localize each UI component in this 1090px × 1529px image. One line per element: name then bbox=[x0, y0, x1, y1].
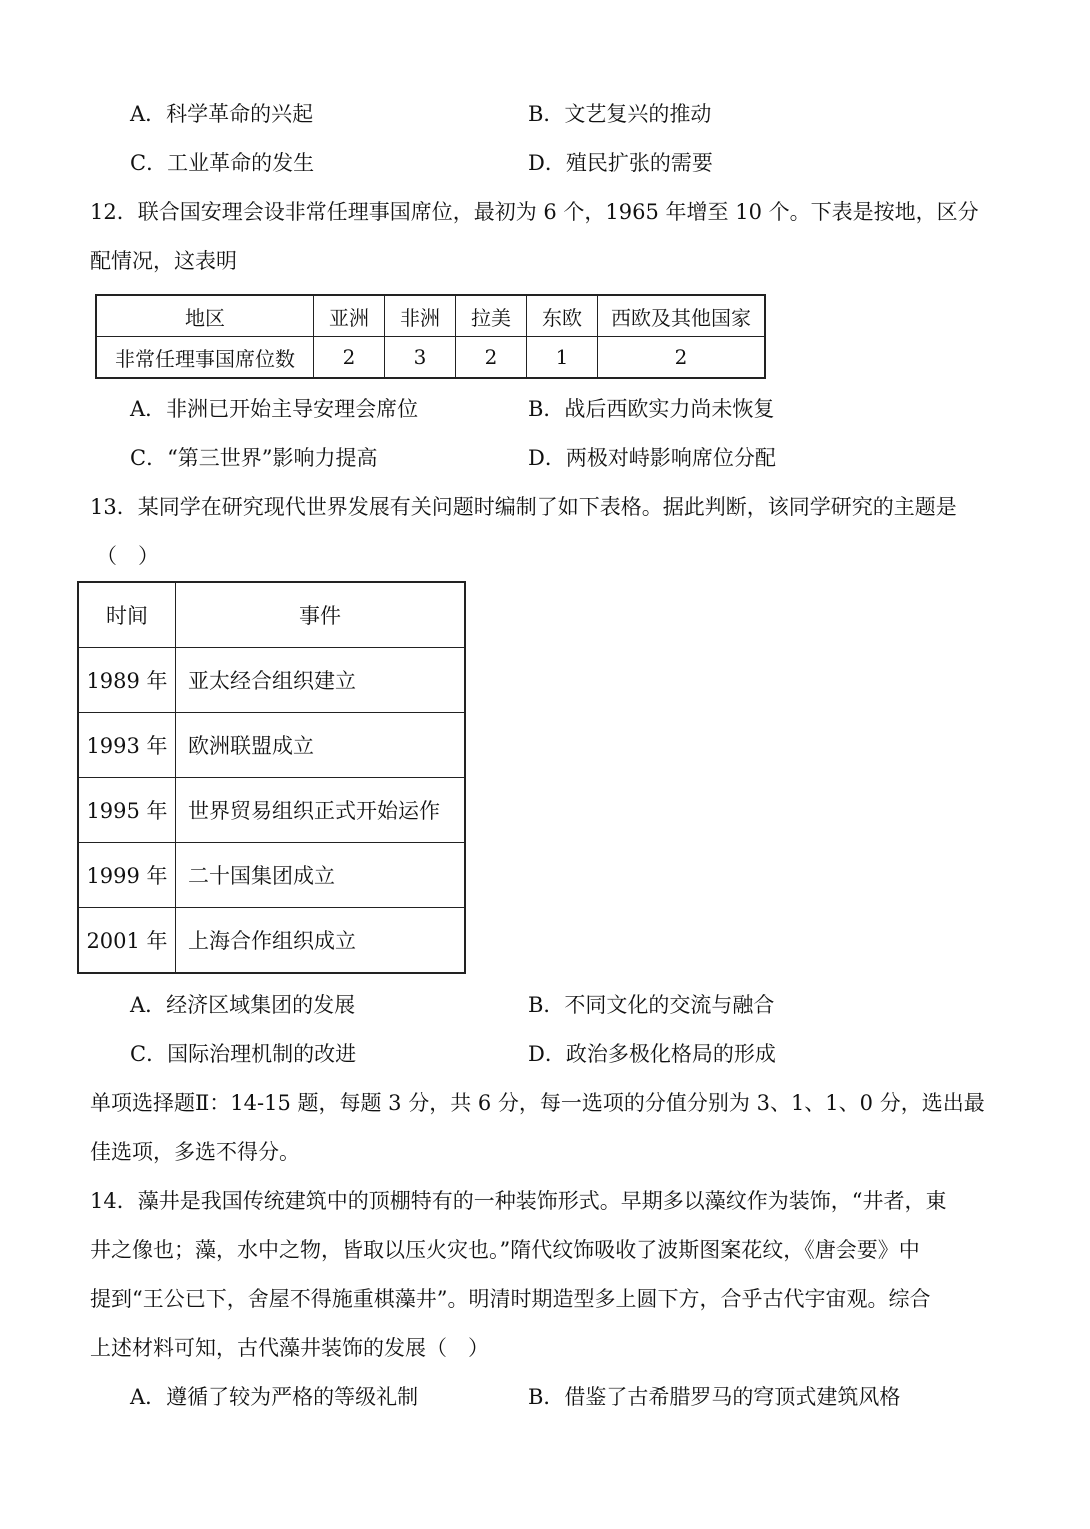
table-header-cell: 时间 bbox=[78, 582, 176, 648]
q13-option-c[interactable]: C．国际治理机制的改进 bbox=[130, 1042, 357, 1066]
q12-option-c[interactable]: C．“第三世界”影响力提高 bbox=[130, 446, 378, 470]
table-row bbox=[78, 778, 465, 843]
table-cell-time: 1999 年 bbox=[78, 843, 176, 908]
q13-stem-line1: 13．某同学在研究现代世界发展有关问题时编制了如下表格。据此判断，该同学研究的主题是 bbox=[90, 495, 957, 519]
q14-option-b[interactable]: B．借鉴了古希腊罗马的穹顶式建筑风格 bbox=[528, 1385, 901, 1409]
section2-instructions-line2: 佳选项，多选不得分。 bbox=[90, 1140, 300, 1164]
q13-events-table bbox=[77, 581, 466, 974]
q12-option-a[interactable]: A．非洲已开始主导安理会席位 bbox=[130, 397, 419, 421]
q13-option-b[interactable]: B．不同文化的交流与融合 bbox=[528, 993, 775, 1017]
table-cell: 2 bbox=[598, 337, 766, 379]
table-cell: 3 bbox=[385, 337, 456, 379]
table-cell-event: 二十国集团成立 bbox=[176, 843, 466, 908]
table-cell-event: 上海合作组织成立 bbox=[176, 908, 466, 974]
table-header-cell: 非洲 bbox=[385, 295, 456, 337]
table-cell-event: 欧洲联盟成立 bbox=[176, 713, 466, 778]
section2-instructions-line1: 单项选择题Ⅱ：14-15 题，每题 3 分，共 6 分，每一选项的分值分别为 3、1、1、0 分，选出最 bbox=[90, 1091, 985, 1115]
q14-stem-line4: 上述材料可知，古代藻井装饰的发展（ ） bbox=[90, 1336, 489, 1360]
table-cell: 2 bbox=[456, 337, 527, 379]
table-header-cell: 地区 bbox=[96, 295, 314, 337]
table-header-cell: 拉美 bbox=[456, 295, 527, 337]
table-cell-time: 1995 年 bbox=[78, 778, 176, 843]
table-cell-time: 1989 年 bbox=[78, 648, 176, 713]
table-header-cell: 东欧 bbox=[527, 295, 598, 337]
table-header-cell: 西欧及其他国家 bbox=[598, 295, 766, 337]
table-row bbox=[96, 337, 765, 379]
table-header-row bbox=[96, 295, 765, 337]
q11-option-a[interactable]: A．科学革命的兴起 bbox=[130, 102, 314, 126]
q11-option-c[interactable]: C．工业革命的发生 bbox=[130, 151, 315, 175]
q12-option-b[interactable]: B．战后西欧实力尚未恢复 bbox=[528, 397, 775, 421]
table-cell-event: 亚太经合组织建立 bbox=[176, 648, 466, 713]
q14-stem-line3: 提到“王公已下，舍屋不得施重棋藻井”。明清时期造型多上圆下方，合乎古代宇宙观。综合 bbox=[90, 1287, 931, 1311]
table-row bbox=[78, 713, 465, 778]
q12-seat-table bbox=[95, 294, 766, 379]
q14-stem-line2: 井之像也；藻，水中之物，皆取以压火灾也。”隋代纹饰吸收了波斯图案花纹，《唐会要》中 bbox=[90, 1238, 920, 1262]
q14-stem-line1: 14．藻井是我国传统建筑中的顶棚特有的一种装饰形式。早期多以藻纹作为装饰，“井者，東 bbox=[90, 1189, 947, 1213]
table-cell-event: 世界贸易组织正式开始运作 bbox=[176, 778, 466, 843]
q12-stem-line2: 配情况，这表明 bbox=[90, 249, 237, 273]
q13-stem-line2: （ ） bbox=[96, 544, 159, 568]
table-header-row bbox=[78, 582, 465, 648]
q13-option-a[interactable]: A．经济区域集团的发展 bbox=[130, 993, 356, 1017]
q12-option-d[interactable]: D．两极对峙影响席位分配 bbox=[528, 446, 776, 470]
table-row bbox=[78, 648, 465, 713]
table-cell: 2 bbox=[314, 337, 385, 379]
q14-option-a[interactable]: A．遵循了较为严格的等级礼制 bbox=[130, 1385, 419, 1409]
table-row bbox=[78, 843, 465, 908]
table-header-cell: 事件 bbox=[176, 582, 466, 648]
q13-option-d[interactable]: D．政治多极化格局的形成 bbox=[528, 1042, 776, 1066]
q11-option-d[interactable]: D．殖民扩张的需要 bbox=[528, 151, 713, 175]
table-row-label: 非常任理事国席位数 bbox=[96, 337, 314, 379]
q11-option-b[interactable]: B．文艺复兴的推动 bbox=[528, 102, 712, 126]
table-cell: 1 bbox=[527, 337, 598, 379]
table-row bbox=[78, 908, 465, 974]
table-cell-time: 2001 年 bbox=[78, 908, 176, 974]
table-cell-time: 1993 年 bbox=[78, 713, 176, 778]
q12-stem-line1: 12．联合国安理会设非常任理事国席位，最初为 6 个，1965 年增至 10 个。下表是按地，区分 bbox=[90, 200, 979, 224]
table-header-cell: 亚洲 bbox=[314, 295, 385, 337]
